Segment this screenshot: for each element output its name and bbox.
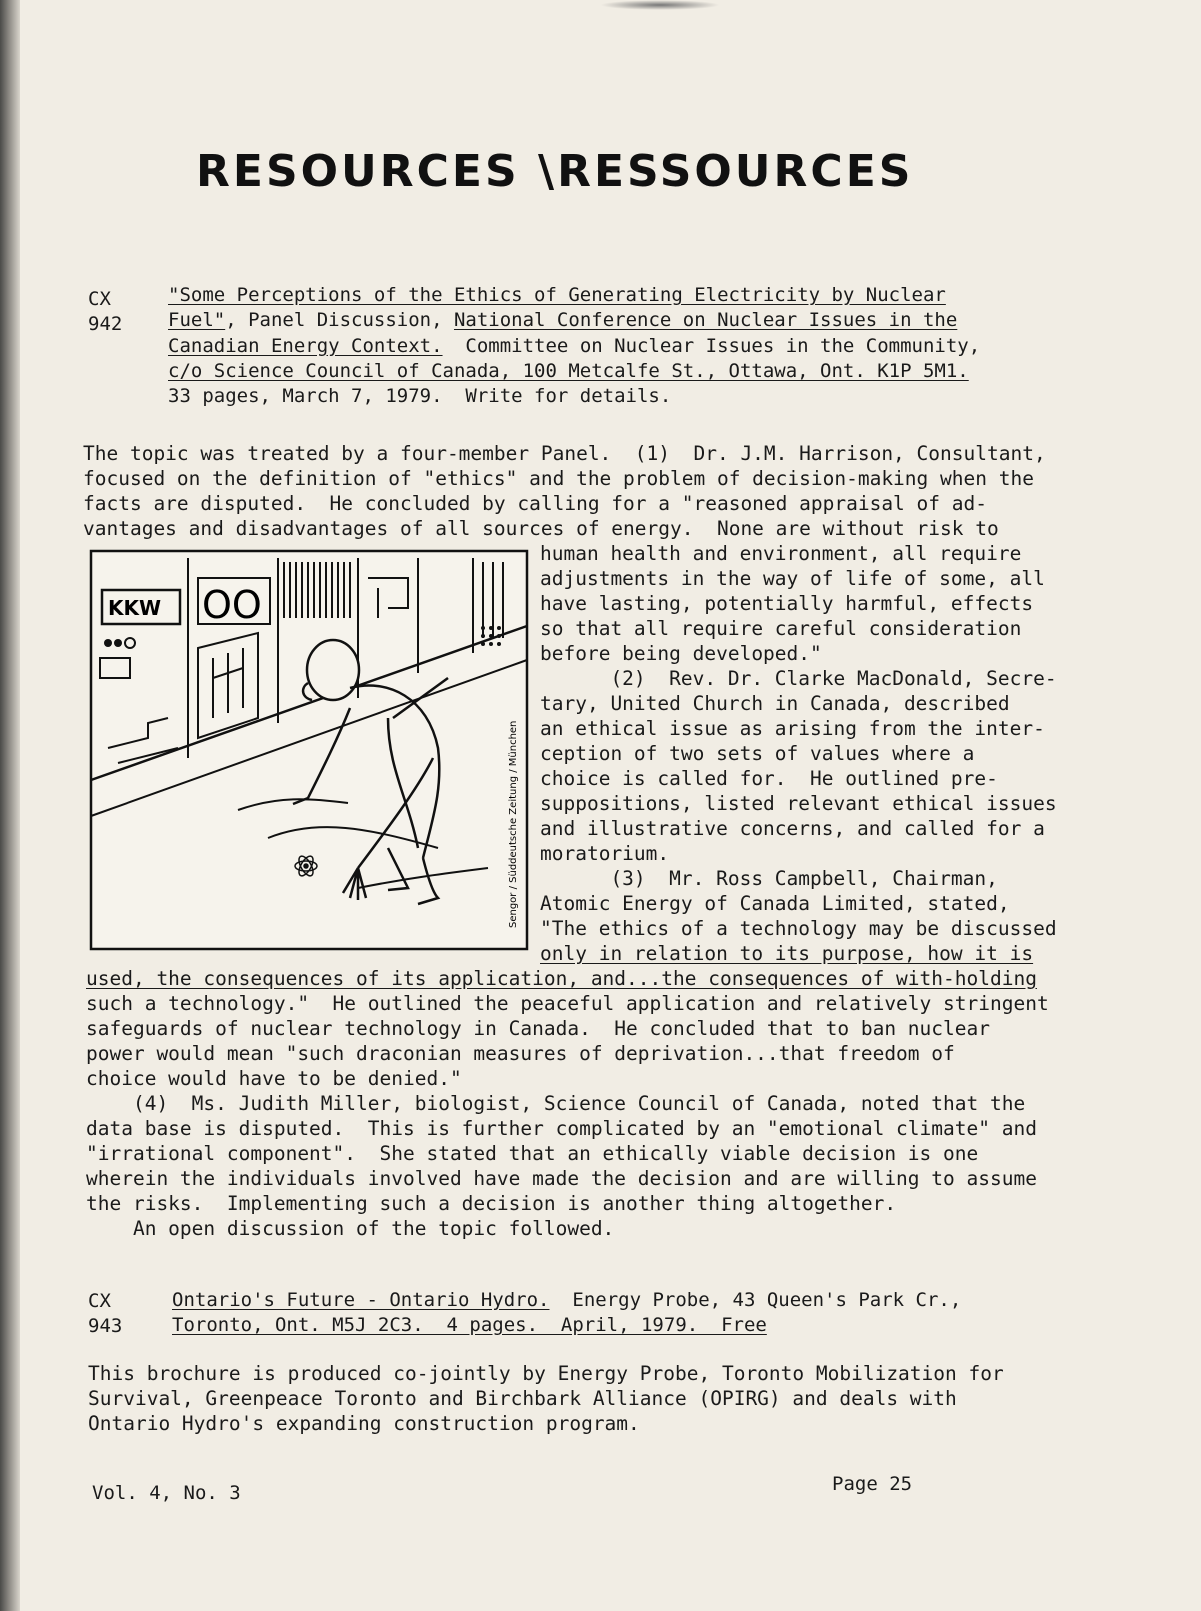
kkw-sign: KKW <box>108 596 162 620</box>
body-line: (2) Rev. Dr. Clarke MacDonald, Secre- <box>540 667 1057 690</box>
body-line: ception of two sets of values where a <box>540 742 975 765</box>
body-line: before being developed." <box>540 642 822 665</box>
body-line: choice would have to be denied." <box>86 1067 462 1090</box>
citation-line-4: c/o Science Council of Canada, 100 Metcalfe St., Ottawa, Ont. K1P 5M1. <box>168 360 969 382</box>
body-line: human health and environment, all require <box>540 542 1022 565</box>
janitor-cartoon <box>88 548 530 952</box>
page-title: RESOURCES \RESSOURCES <box>196 146 914 197</box>
body-line: suppositions, listed relevant ethical issues <box>540 792 1057 815</box>
body-line: Survival, Greenpeace Toronto and Birchbark Alliance (OPIRG) and deals with <box>88 1387 957 1410</box>
body-line: tary, United Church in Canada, described <box>540 692 1010 715</box>
entry-code: CX <box>88 1290 111 1312</box>
dials: OO <box>202 583 262 627</box>
body-line: This brochure is produced co-jointly by Energy Probe, Toronto Mobilization for <box>88 1362 1004 1385</box>
body-line: safeguards of nuclear technology in Canada. He concluded that to ban nuclear <box>86 1017 990 1040</box>
body-line: and illustrative concerns, and called for a <box>540 817 1045 840</box>
body-line: data base is disputed. This is further complicated by an "emotional climate" and <box>86 1117 1037 1140</box>
body-line: An open discussion of the topic followed. <box>86 1217 615 1240</box>
citation-line-1: "Some Perceptions of the Ethics of Generating Electricity by Nuclear <box>168 284 946 306</box>
page-binding-shadow <box>0 0 20 1611</box>
citation-line-3: Canadian Energy Context. Committee on Nuclear Issues in the Community, <box>168 335 981 357</box>
body-line: vantages and disadvantages of all sources of energy. None are without risk to <box>83 517 999 540</box>
body-line: have lasting, potentially harmful, effects <box>540 592 1034 615</box>
body-line: (3) Mr. Ross Campbell, Chairman, <box>540 867 998 890</box>
citation-line-5: 33 pages, March 7, 1979. Write for details. <box>168 385 672 407</box>
body-line: The topic was treated by a four-member Panel. (1) Dr. J.M. Harrison, Consultant, <box>83 442 1046 465</box>
body-line: power would mean "such draconian measures of deprivation...that freedom of <box>86 1042 955 1065</box>
body-line: moratorium. <box>540 842 670 865</box>
entry-number: 943 <box>88 1315 123 1337</box>
body-line: adjustments in the way of life of some, all <box>540 567 1045 590</box>
scan-mark <box>600 0 720 10</box>
entry-code: CX <box>88 288 111 310</box>
footer-page-number: Page 25 <box>832 1473 913 1495</box>
body-line: focused on the definition of "ethics" and the problem of decision-making when the <box>83 467 1034 490</box>
citation-line-2: Fuel", Panel Discussion, National Conference on Nuclear Issues in the <box>168 309 958 331</box>
body-line: an ethical issue as arising from the inter- <box>540 717 1045 740</box>
body-line: used, the consequences of its application, and...the consequences of with-holding <box>86 967 1037 990</box>
body-line: the risks. Implementing such a decision is another thing altogether. <box>86 1192 897 1215</box>
citation-line-2: Toronto, Ont. M5J 2C3. 4 pages. April, 1979. Free <box>172 1314 767 1336</box>
body-line: choice is called for. He outlined pre- <box>540 767 998 790</box>
body-line: Ontario Hydro's expanding construction program. <box>88 1412 640 1435</box>
footer-volume: Vol. 4, No. 3 <box>92 1482 241 1504</box>
cartoon-illustration <box>88 548 530 952</box>
body-line: so that all require careful consideration <box>540 617 1022 640</box>
body-line: such a technology." He outlined the peaceful application and relatively stringent <box>86 992 1049 1015</box>
body-line: facts are disputed. He concluded by calling for a "reasoned appraisal of ad- <box>83 492 987 515</box>
body-line: wherein the individuals involved have made the decision and are willing to assume <box>86 1167 1037 1190</box>
body-line: "The ethics of a technology may be discussed <box>540 917 1057 940</box>
body-line: only in relation to its purpose, how it is <box>540 942 1034 965</box>
body-line: (4) Ms. Judith Miller, biologist, Science Council of Canada, noted that the <box>86 1092 1026 1115</box>
entry-number: 942 <box>88 313 123 335</box>
body-line: "irrational component". She stated that an ethically viable decision is one <box>86 1142 979 1165</box>
body-line: Atomic Energy of Canada Limited, stated, <box>540 892 1010 915</box>
citation-line-1: Ontario's Future - Ontario Hydro. Energy Probe, 43 Queen's Park Cr., <box>172 1289 962 1311</box>
cartoon-signature: Sengor / Süddeutsche Zeitung / München <box>508 720 519 928</box>
